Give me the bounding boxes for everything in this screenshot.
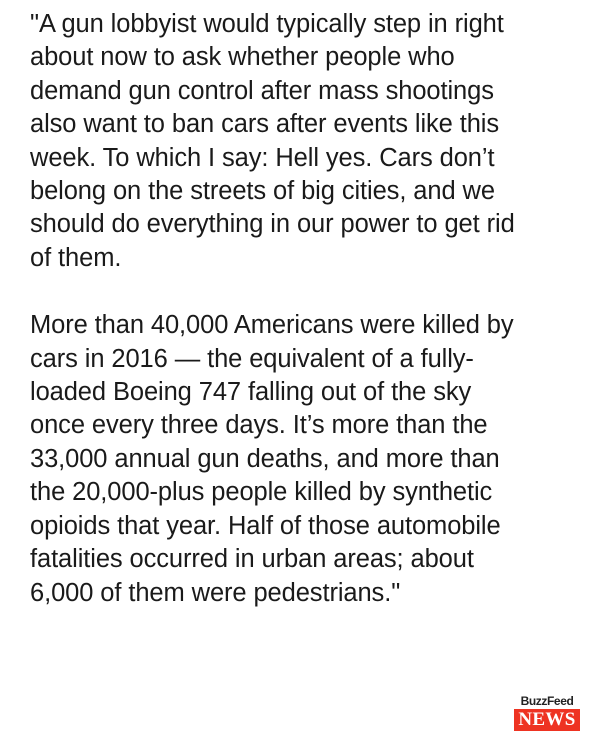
text-line: also want to ban cars after events like this xyxy=(30,110,500,139)
text-line: 6,000 of them were pedestrians." xyxy=(30,578,401,607)
quote-paragraph-1 xyxy=(30,8,590,275)
text-line: should do everything in our power to get rid xyxy=(30,210,515,239)
text-line: week. To which I say: Hell yes. Cars don’t xyxy=(30,143,495,172)
quote-paragraph-2 xyxy=(30,309,590,610)
text-line: cars in 2016 — the equivalent of a fully- xyxy=(30,344,474,373)
text-line: once every three days. It’s more than the xyxy=(30,411,488,440)
logo-buzzfeed-text: BuzzFeed xyxy=(520,694,574,708)
quote-block xyxy=(30,8,590,610)
text-line: fatalities occurred in urban areas; about xyxy=(30,545,474,574)
text-line: of them. xyxy=(30,243,122,272)
text-line: opioids that year. Half of those automobile xyxy=(30,511,501,540)
text-line: loaded Boeing 747 falling out of the sky xyxy=(30,378,472,407)
logo-news-badge: NEWS xyxy=(514,709,580,731)
text-line: "A gun lobbyist would typically step in right xyxy=(30,10,504,38)
text-line: More than 40,000 Americans were killed by xyxy=(30,311,514,340)
text-line: demand gun control after mass shootings xyxy=(30,76,494,105)
buzzfeed-news-logo xyxy=(514,695,580,731)
text-line: the 20,000-plus people killed by synthetic xyxy=(30,478,493,507)
text-line: about now to ask whether people who xyxy=(30,43,455,72)
text-line: 33,000 annual gun deaths, and more than xyxy=(30,444,500,473)
text-line: belong on the streets of big cities, and we xyxy=(30,177,495,206)
